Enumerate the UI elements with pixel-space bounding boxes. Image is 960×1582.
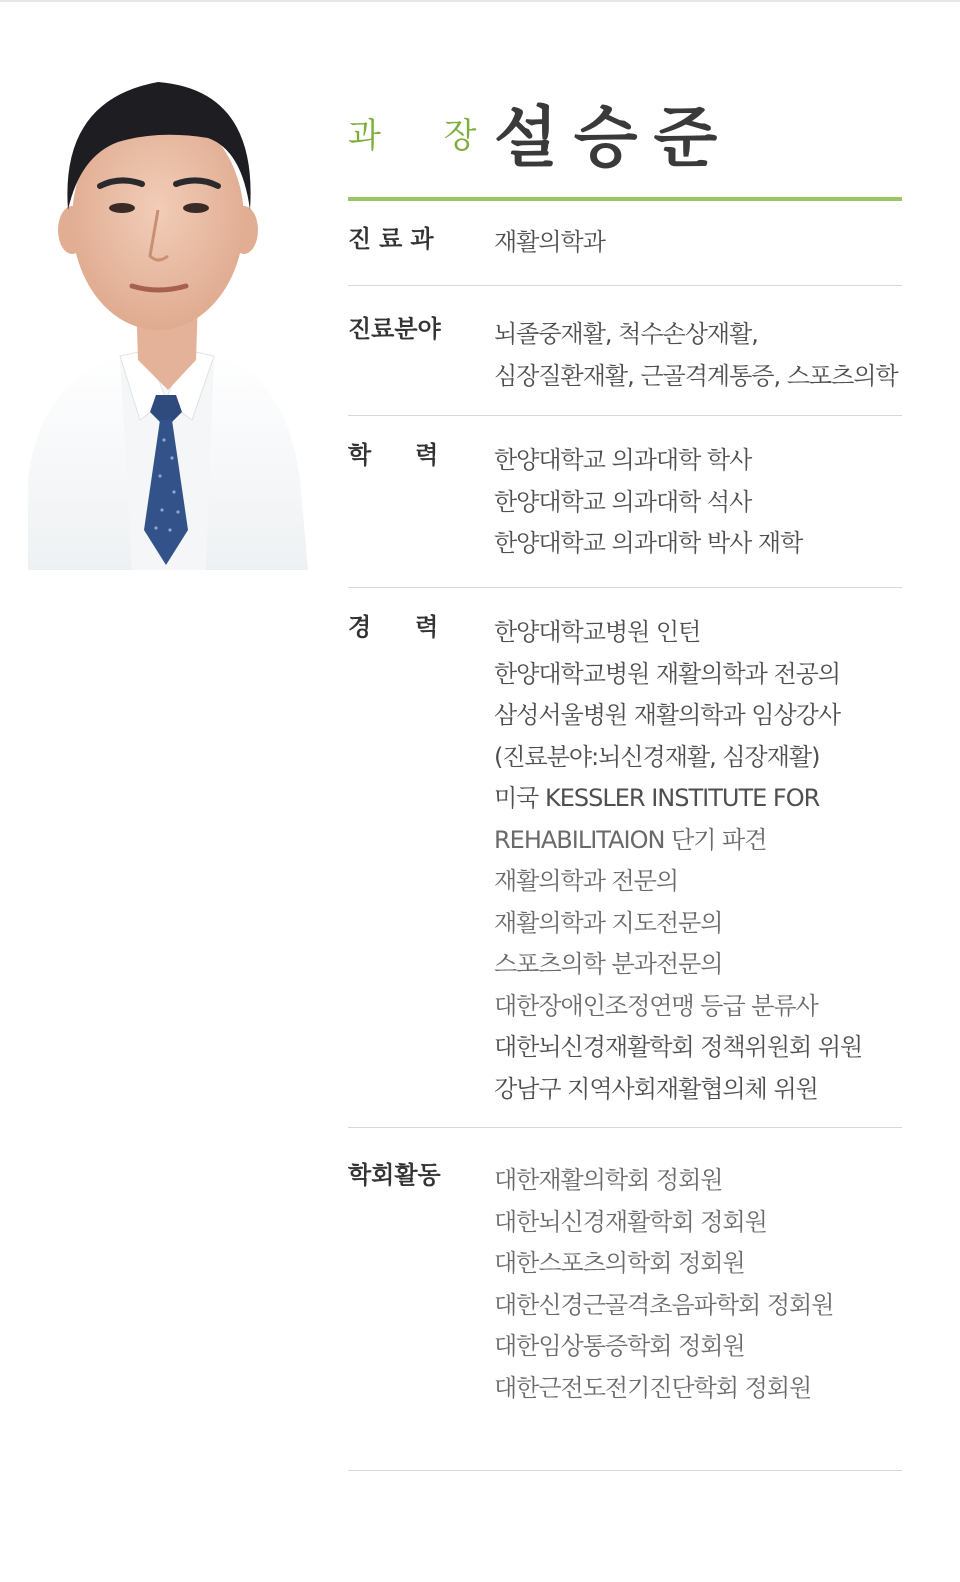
career-label <box>348 612 483 642</box>
education-value: 한양대학교 의과대학 학사 <box>494 446 752 474</box>
department-label-text: 진료과 <box>348 225 442 253</box>
society-value: 대한신경근골격초음파학회 정회원 <box>494 1290 834 1319</box>
doctor-photo <box>28 60 308 570</box>
row-divider <box>348 1127 902 1128</box>
row-divider <box>348 285 902 286</box>
specialty-value: 심장질환재활, 근골격계통증, 스포츠의학 <box>494 361 898 390</box>
bottom-divider <box>348 1470 902 1471</box>
education-value: 한양대학교 의과대학 박사 재학 <box>494 529 803 557</box>
education-values <box>494 440 914 565</box>
specialty-label-text: 진료분야 <box>348 315 441 343</box>
specialty-values <box>494 314 914 397</box>
row-divider <box>348 587 902 588</box>
societies-label-text: 학회활동 <box>348 1161 441 1189</box>
department-values <box>494 224 914 260</box>
header-divider <box>348 197 902 201</box>
society-value: 대한뇌신경재활학회 정회원 <box>494 1207 767 1236</box>
profile-header <box>348 78 902 202</box>
education-value: 한양대학교 의과대학 석사 <box>494 487 752 516</box>
career-value: 미국 KESSLER INSTITUTE FOR <box>494 784 820 812</box>
department-value: 재활의학과 <box>494 228 605 256</box>
societies-label <box>348 1160 448 1190</box>
career-values <box>494 612 914 1110</box>
society-value: 대한임상통증학회 정회원 <box>494 1332 745 1360</box>
societies-values <box>494 1160 914 1409</box>
education-label <box>348 440 483 470</box>
society-value: 대한스포츠의학회 정회원 <box>494 1249 745 1277</box>
row-divider <box>348 415 902 416</box>
career-value: 한양대학교병원 인턴 <box>494 618 701 646</box>
career-value: 한양대학교병원 재활의학과 전공의 <box>494 659 841 688</box>
doctor-name: 설승준 <box>494 99 734 176</box>
career-value: REHABILITAION 단기 파견 <box>494 825 767 854</box>
career-label-text: 경력 <box>348 613 483 641</box>
career-value: 대한뇌신경재활학회 정책위원회 위원 <box>494 1033 863 1061</box>
society-value: 대한재활의학회 정회원 <box>494 1166 723 1194</box>
career-value: (진료분야:뇌신경재활, 심장재활) <box>494 742 820 771</box>
career-value: 재활의학과 지도전문의 <box>494 908 723 937</box>
career-value: 삼성서울병원 재활의학과 임상강사 <box>494 701 841 729</box>
position-title: 과 장 <box>348 116 503 156</box>
career-value: 대한장애인조정연맹 등급 분류사 <box>494 991 818 1020</box>
career-value: 스포츠의학 분과전문의 <box>494 950 723 978</box>
department-label <box>348 224 440 254</box>
education-label-text: 학력 <box>348 441 483 469</box>
career-value: 재활의학과 전문의 <box>494 867 679 895</box>
top-divider <box>0 0 960 2</box>
career-value: 강남구 지역사회재활협의체 위원 <box>494 1074 818 1103</box>
specialty-label <box>348 314 448 344</box>
specialty-value: 뇌졸중재활, 척수손상재활, <box>494 320 758 348</box>
society-value: 대한근전도전기진단학회 정회원 <box>494 1373 812 1402</box>
